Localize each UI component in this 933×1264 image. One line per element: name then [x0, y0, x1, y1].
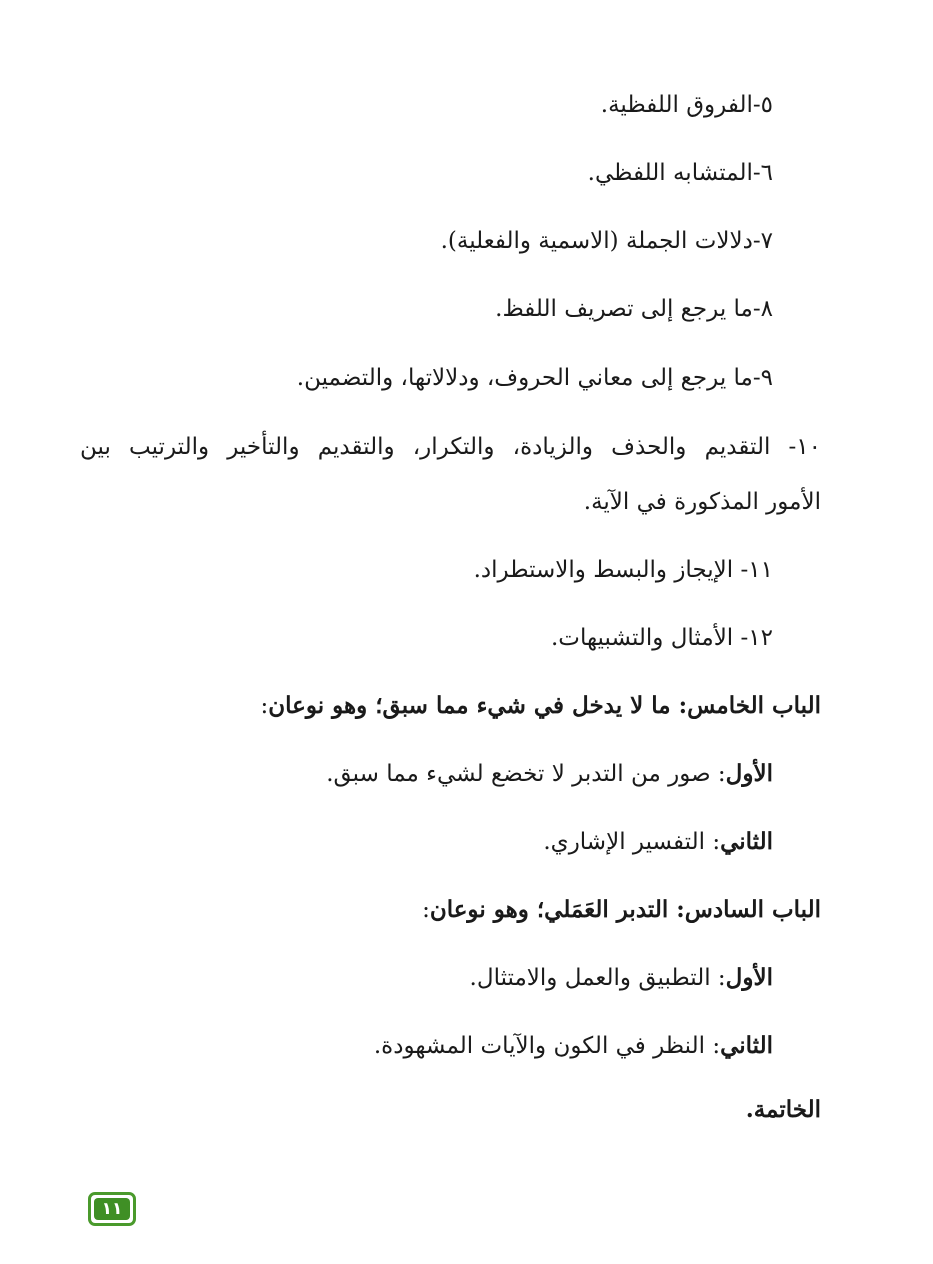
- chapter-5-first-label: الأول: [725, 760, 773, 787]
- list-item-11: ١١- الإيجاز والبسط والاستطراد.: [473, 557, 773, 583]
- chapter-5-first-text: : صور من التدبر لا تخضع لشيء مما سبق.: [326, 761, 726, 787]
- chapter-5-heading-prefix: الباب الخامس:: [670, 692, 821, 719]
- chapter-6-heading-title: التدبر العَمَلي؛ وهو نوعان: [429, 896, 669, 923]
- page-number-badge: [88, 1192, 136, 1226]
- list-item-10-line-1: ١٠- التقديم والحذف والزيادة، والتكرار، والتقديم والتأخير والترتيب بين: [80, 434, 821, 460]
- chapter-5-second-label: الثاني: [720, 828, 773, 855]
- chapter-6-heading-prefix: الباب السادس:: [668, 896, 821, 923]
- list-item-6: ٦-المتشابه اللفظي.: [587, 160, 773, 186]
- chapter-5-heading: [260, 689, 821, 723]
- chapter-6-second-text: : النظر في الكون والآيات المشهودة.: [373, 1033, 721, 1059]
- list-item-9: ٩-ما يرجع إلى معاني الحروف، ودلالاتها، والتضمين.: [296, 365, 773, 391]
- list-item-7: ٧-دلالات الجملة (الاسمية والفعلية).: [440, 228, 773, 254]
- chapter-5-second-type: [543, 825, 773, 859]
- page-number: ١١: [94, 1198, 130, 1220]
- chapter-6-first-label: الأول: [725, 964, 773, 991]
- chapter-5-first-type: [326, 757, 773, 791]
- chapter-6-heading: [422, 893, 821, 927]
- chapter-5-heading-colon: :: [260, 693, 269, 719]
- chapter-5-second-text: : التفسير الإشاري.: [543, 829, 721, 855]
- chapter-5-heading-title: ما لا يدخل في شيء مما سبق؛ وهو نوعان: [268, 692, 671, 719]
- list-item-12: ١٢- الأمثال والتشبيهات.: [550, 625, 773, 651]
- list-item-5: ٥-الفروق اللفظية.: [600, 92, 773, 118]
- list-item-10-line-2: الأمور المذكورة في الآية.: [583, 489, 821, 515]
- conclusion-heading: الخاتمة.: [745, 1096, 821, 1123]
- chapter-6-heading-colon: :: [422, 897, 430, 923]
- document-page: [80, 0, 821, 1264]
- chapter-6-second-label: الثاني: [720, 1032, 773, 1059]
- chapter-6-first-type: [470, 961, 773, 995]
- chapter-6-first-text: : التطبيق والعمل والامتثال.: [469, 965, 726, 991]
- chapter-6-second-type: [374, 1029, 773, 1063]
- list-item-8: ٨-ما يرجع إلى تصريف اللفظ.: [495, 296, 773, 322]
